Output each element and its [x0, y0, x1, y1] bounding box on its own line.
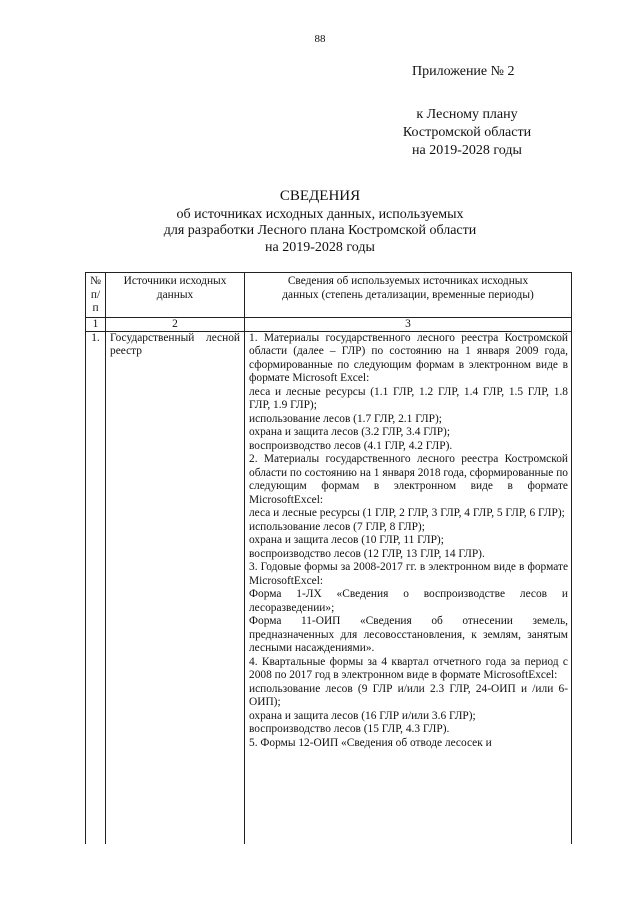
column-number: 3	[245, 317, 572, 331]
reference-line: Костромской области	[402, 125, 532, 140]
table-row	[86, 331, 572, 844]
reference-line: на 2019-2028 годы	[412, 143, 522, 158]
info-line: охрана и защита лесов (16 ГЛР и/или 3.6 ГЛР);	[249, 709, 476, 722]
info-line: 2. Материалы государственного лесного реестра Костромской области по состоянию на 1 января 2018 года, сформированные по следующим формам в электронном виде в формате MicrosoftExcel:	[249, 453, 568, 506]
info-line: 1. Материалы государственного лесного реестра Костромской области (далее – ГЛР) по состоянию на 1 января 2009 года, сформированные по следующим формам в электронном виде в формате Microsoft Excel:	[249, 331, 568, 384]
info-line: 3. Годовые формы за 2008-2017 гг. в электронном виде в формате MicrosoftExcel:	[249, 561, 568, 587]
document-title-block	[0, 188, 640, 256]
header-num: № п/п	[86, 273, 106, 318]
info-line: воспроизводство лесов (12 ГЛР, 13 ГЛР, 14 ГЛР).	[249, 547, 485, 560]
info-line: 5. Формы 12-ОИП «Сведения об отводе лесосек и	[249, 736, 492, 749]
column-number: 2	[106, 317, 245, 331]
info-line: охрана и защита лесов (3.2 ГЛР, 3.4 ГЛР);	[249, 426, 451, 438]
column-number: 1	[86, 317, 106, 331]
info-line: использование лесов (9 ГЛР и/или 2.3 ГЛР, 24-ОИП и /или 6-ОИП);	[249, 682, 568, 708]
info-line: 4. Квартальные формы за 4 квартал отчетного года за период с 2008 по 2017 год в электронном виде в формате MicrosoftExcel:	[249, 655, 568, 681]
row-info	[245, 331, 572, 844]
info-line: леса и лесные ресурсы (1.1 ГЛР, 1.2 ГЛР, 1.4 ГЛР, 1.5 ГЛР, 1.8 ГЛР, 1.9 ГЛР);	[249, 385, 568, 411]
document-title: СВЕДЕНИЯ	[279, 188, 361, 204]
document-subtitle-line: для разработки Лесного плана Костромской области	[163, 223, 477, 238]
info-line: леса и лесные ресурсы (1 ГЛР, 2 ГЛР, 3 ГЛР, 4 ГЛР, 5 ГЛР, 6 ГЛР);	[249, 507, 565, 519]
info-line: воспроизводство лесов (15 ГЛР, 4.3 ГЛР).	[249, 723, 450, 735]
info-line: охрана и защита лесов (10 ГЛР, 11 ГЛР);	[249, 534, 444, 546]
info-line: Форма 1-ЛХ «Сведения о воспроизводстве лесов и лесоразведении»;	[249, 588, 568, 614]
info-line: использование лесов (7 ГЛР, 8 ГЛР);	[249, 520, 425, 533]
appendix-reference	[393, 106, 541, 160]
page-number: 88	[314, 33, 326, 45]
column-number-row	[86, 317, 572, 331]
header-source: Источники исходных данных	[106, 273, 245, 318]
info-line: использование лесов (1.7 ГЛР, 2.1 ГЛР);	[249, 412, 442, 425]
table-header-row	[86, 273, 572, 318]
appendix-label: Приложение № 2	[412, 64, 515, 79]
sources-table	[85, 272, 572, 844]
document-subtitle-line: на 2019-2028 годы	[265, 239, 375, 255]
row-number: 1.	[86, 331, 106, 844]
document-subtitle-line: об источниках исходных данных, используемых	[176, 206, 464, 222]
reference-line: к Лесному плану	[416, 107, 518, 122]
info-line: воспроизводство лесов (4.1 ГЛР, 4.2 ГЛР).	[249, 439, 453, 452]
row-source: Государственный лесной реестр	[106, 331, 245, 844]
header-info: Сведения об используемых источниках исходных данных (степень детализации, временные периоды)	[245, 273, 572, 318]
info-line: Форма 11-ОИП «Сведения об отнесении земель, предназначенных для лесовосстановления, к землям, занятым лесными насаждениями».	[249, 615, 568, 654]
